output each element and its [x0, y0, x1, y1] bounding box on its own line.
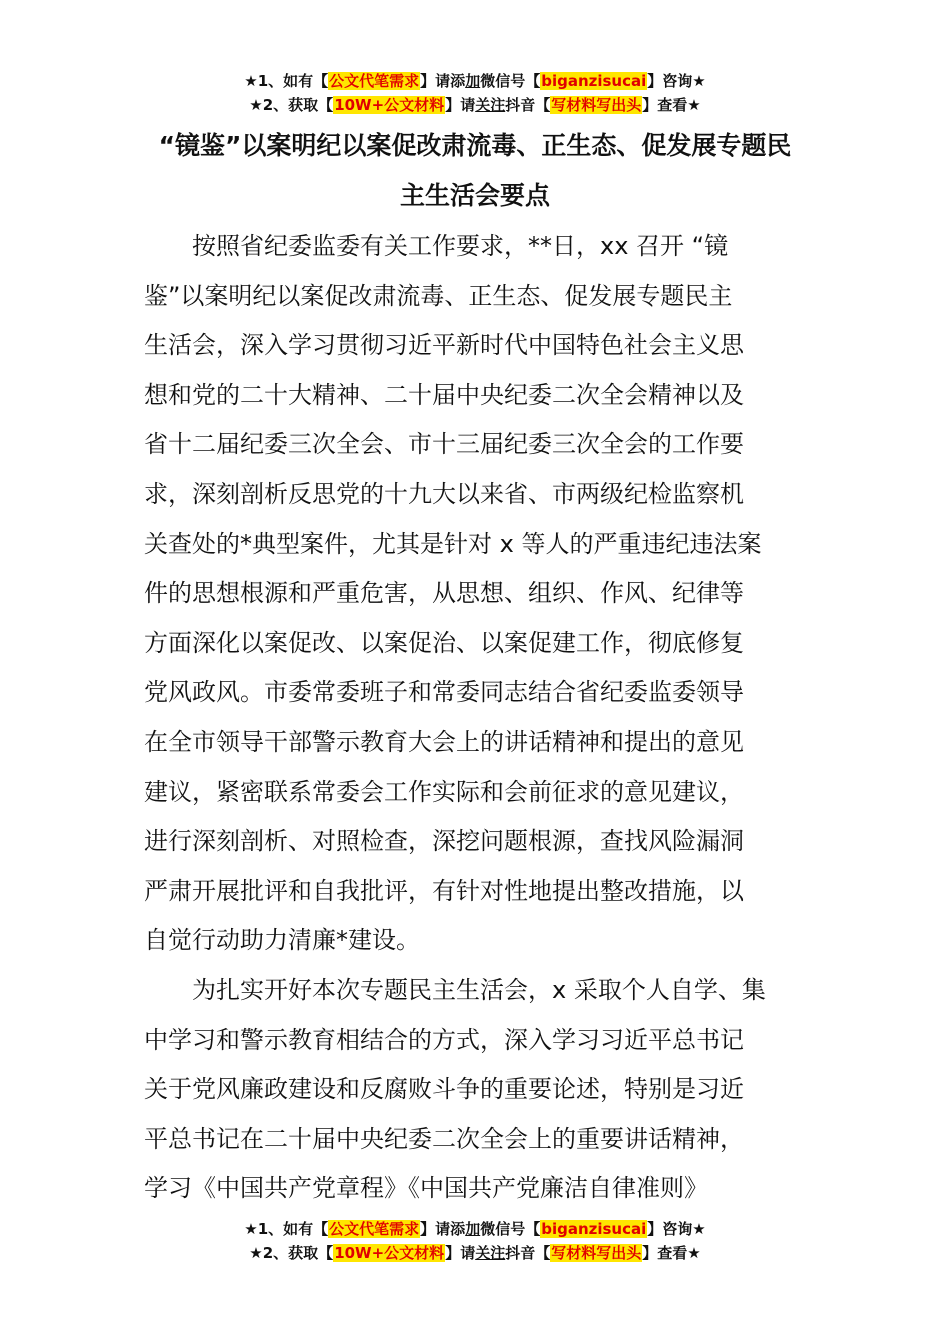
ad-text: 】查看★	[642, 96, 701, 114]
ad-highlight: 10W+公文材料	[334, 1244, 445, 1262]
ad-text: ★2、获取【	[249, 96, 334, 114]
text-line: 为扎实开好本次专题民主生活会，x 采取个人自学、集	[192, 975, 766, 1004]
text-line: 方面深化以案促改、以案促治、以案促建工作，彻底修复	[144, 628, 744, 657]
ad-text: ★1、如有【	[244, 1220, 329, 1238]
paragraph-2	[144, 966, 808, 1214]
text-line: 中学习和警示教育相结合的方式，深入学习习近平总书记	[144, 1025, 744, 1054]
document-title-line-1: “镜鉴”以案明纪以案促改肃流毒、正生态、促发展专题民	[158, 131, 792, 160]
paragraph-1	[144, 222, 808, 966]
ad-highlight: biganzisucai	[541, 72, 647, 90]
document-body	[144, 222, 808, 1214]
ad-highlight: 10W+公文材料	[334, 96, 445, 114]
ad-text: 抖音【	[505, 96, 551, 114]
ad-text: ★1、如有【	[244, 72, 329, 90]
ad-text: 微信号【	[480, 1220, 541, 1238]
ad-highlight: 写材料写出头	[551, 96, 642, 114]
ad-line-1	[0, 69, 950, 93]
text-line: 严肃开展批评和自我批评，有针对性地提出整改措施，以	[144, 876, 744, 905]
ad-underline: 关注	[475, 1244, 506, 1262]
text-line: 件的思想根源和严重危害，从思想、组织、作风、纪律等	[144, 579, 744, 608]
text-line: 在全市领导干部警示教育大会上的讲话精神和提出的意见	[144, 727, 744, 756]
ad-underline: 关注	[475, 96, 506, 114]
text-line: 党风政风。市委常委班子和常委同志结合省纪委监委领导	[144, 678, 744, 707]
footer-ad	[0, 1217, 950, 1265]
text-line: 关于党风廉政建设和反腐败斗争的重要论述，特别是习近	[144, 1075, 744, 1104]
ad-text: 】请	[445, 1244, 476, 1262]
header-ad	[0, 69, 950, 117]
text-line: 学习《中国共产党章程》《中国共产党廉洁自律准则》	[144, 1174, 708, 1203]
ad-text: 】请	[445, 96, 476, 114]
ad-underline: 加	[465, 1220, 481, 1238]
text-line: 关查处的*典型案件，尤其是针对 x 等人的严重违纪违法案	[144, 529, 762, 558]
ad-highlight: 写材料写出头	[551, 1244, 642, 1262]
ad-text: 】咨询★	[647, 72, 706, 90]
ad-text: 抖音【	[505, 1244, 551, 1262]
text-line: 按照省纪委监委有关工作要求，**日，xx 召开 “镜	[192, 232, 729, 260]
text-line: 自觉行动助力清廉*建设。	[144, 926, 420, 955]
ad-highlight: 公文代笔需求	[329, 1220, 420, 1238]
ad-text: 微信号【	[480, 72, 541, 90]
ad-text: 】请添	[420, 72, 466, 90]
text-line: 平总书记在二十届中央纪委二次全会上的重要讲话精神，	[144, 1124, 744, 1153]
ad-text: 】查看★	[642, 1244, 701, 1262]
ad-text: ★2、获取【	[249, 1244, 334, 1262]
text-line: 生活会，深入学习贯彻习近平新时代中国特色社会主义思	[144, 331, 744, 360]
text-line: 想和党的二十大精神、二十届中央纪委二次全会精神以及	[144, 380, 744, 409]
ad-highlight: biganzisucai	[541, 1220, 647, 1238]
text-line: 省十二届纪委三次全会、市十三届纪委三次全会的工作要	[144, 430, 744, 459]
ad-underline: 加	[465, 72, 481, 90]
text-line: 求，深刻剖析反思党的十九大以来省、市两级纪检监察机	[144, 479, 744, 508]
ad-text: 】请添	[420, 1220, 466, 1238]
ad-line-2	[0, 1241, 950, 1265]
document-title-line-2: 主生活会要点	[399, 181, 550, 210]
text-line: 鉴”以案明纪以案促改肃流毒、正生态、促发展专题民主	[144, 281, 733, 310]
ad-line-2	[0, 93, 950, 117]
ad-highlight: 公文代笔需求	[329, 72, 420, 90]
text-line: 建议，紧密联系常委会工作实际和会前征求的意见建议，	[144, 777, 744, 806]
ad-text: 】咨询★	[647, 1220, 706, 1238]
text-line: 进行深刻剖析、对照检查，深挖问题根源，查找风险漏洞	[144, 827, 744, 856]
ad-line-1	[0, 1217, 950, 1241]
